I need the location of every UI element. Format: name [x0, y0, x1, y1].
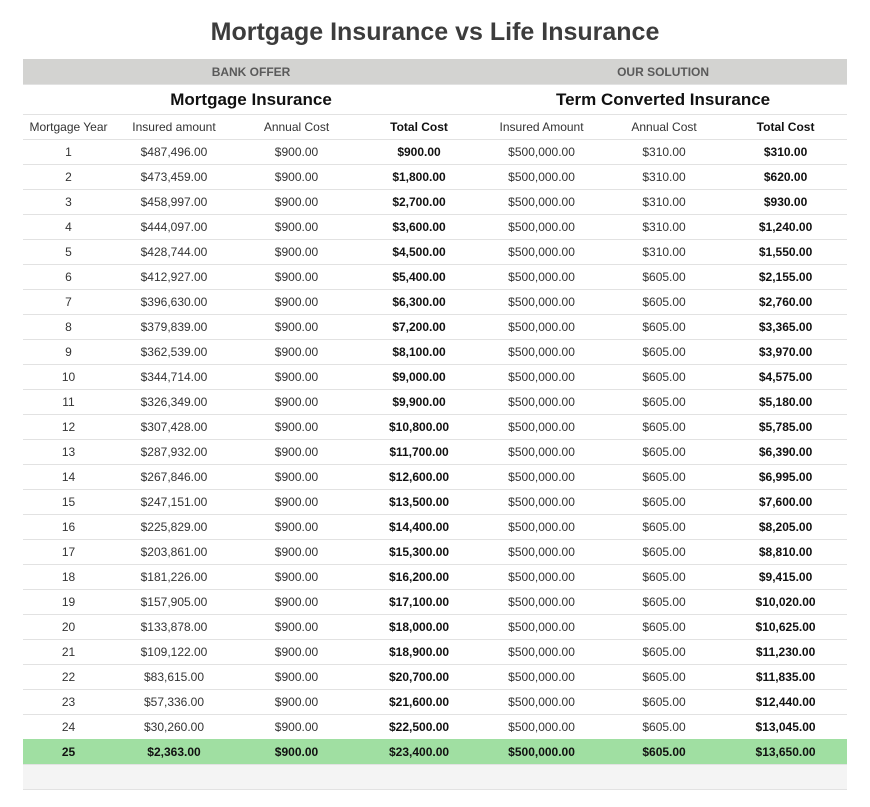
- subtitle-row: [23, 85, 847, 115]
- table-cell: $500,000.00: [479, 665, 604, 690]
- table-cell: $1,800.00: [359, 165, 479, 190]
- table-cell: $247,151.00: [114, 490, 234, 515]
- table-cell: 23: [23, 690, 114, 715]
- table-cell: $14,400.00: [359, 515, 479, 540]
- table-cell: $2,700.00: [359, 190, 479, 215]
- table-cell: $500,000.00: [479, 490, 604, 515]
- table-cell: $500,000.00: [479, 190, 604, 215]
- table-cell: $605.00: [604, 440, 724, 465]
- table-cell: $500,000.00: [479, 540, 604, 565]
- column-header: Insured amount: [114, 115, 234, 140]
- table-cell: $10,625.00: [724, 615, 847, 640]
- table-cell: $307,428.00: [114, 415, 234, 440]
- table-row: [23, 690, 847, 715]
- table-cell: $181,226.00: [114, 565, 234, 590]
- table-cell: $458,997.00: [114, 190, 234, 215]
- table-cell: $900.00: [234, 715, 359, 740]
- table-cell: $13,650.00: [724, 740, 847, 765]
- table-cell: $900.00: [234, 390, 359, 415]
- table-cell: $17,100.00: [359, 590, 479, 615]
- table-cell: $9,900.00: [359, 390, 479, 415]
- table-cell: $605.00: [604, 390, 724, 415]
- table-row: [23, 440, 847, 465]
- table-row: [23, 465, 847, 490]
- table-cell: $500,000.00: [479, 290, 604, 315]
- table-cell: $900.00: [234, 215, 359, 240]
- table-cell: $900.00: [359, 140, 479, 165]
- table-row: [23, 415, 847, 440]
- table-cell: $500,000.00: [479, 265, 604, 290]
- table-cell: $500,000.00: [479, 390, 604, 415]
- table-cell: $500,000.00: [479, 215, 604, 240]
- table-cell: 20: [23, 615, 114, 640]
- section-our-solution: OUR SOLUTION: [479, 59, 847, 85]
- comparison-table: [23, 59, 847, 790]
- table-row: [23, 315, 847, 340]
- table-cell: $605.00: [604, 615, 724, 640]
- table-cell: $12,600.00: [359, 465, 479, 490]
- table-row: [23, 615, 847, 640]
- table-cell: $2,363.00: [114, 740, 234, 765]
- table-cell: $5,400.00: [359, 265, 479, 290]
- table-cell: $605.00: [604, 315, 724, 340]
- table-cell: $310.00: [604, 165, 724, 190]
- table-cell: 2: [23, 165, 114, 190]
- table-cell: $3,600.00: [359, 215, 479, 240]
- table-cell: $900.00: [234, 690, 359, 715]
- table-cell: $605.00: [604, 465, 724, 490]
- table-cell: $344,714.00: [114, 365, 234, 390]
- empty-cell: [23, 765, 847, 790]
- table-cell: 22: [23, 665, 114, 690]
- table-row: [23, 515, 847, 540]
- table-cell: $13,500.00: [359, 490, 479, 515]
- table-row: [23, 190, 847, 215]
- table-cell: $500,000.00: [479, 690, 604, 715]
- table-row: [23, 365, 847, 390]
- table-cell: $2,760.00: [724, 290, 847, 315]
- table-cell: $500,000.00: [479, 340, 604, 365]
- column-header-row: [23, 115, 847, 140]
- subtitle-mortgage-insurance: Mortgage Insurance: [23, 85, 479, 115]
- table-cell: 11: [23, 390, 114, 415]
- table-cell: $500,000.00: [479, 715, 604, 740]
- table-cell: $900.00: [234, 440, 359, 465]
- table-cell: $287,932.00: [114, 440, 234, 465]
- table-cell: $4,575.00: [724, 365, 847, 390]
- column-header: Total Cost: [724, 115, 847, 140]
- table-cell: 3: [23, 190, 114, 215]
- table-row: [23, 140, 847, 165]
- table-cell: $500,000.00: [479, 365, 604, 390]
- table-cell: $900.00: [234, 665, 359, 690]
- column-header: Annual Cost: [604, 115, 724, 140]
- table-cell: 24: [23, 715, 114, 740]
- table-cell: $13,045.00: [724, 715, 847, 740]
- table-cell: $900.00: [234, 140, 359, 165]
- table-cell: $8,810.00: [724, 540, 847, 565]
- table-cell: $10,800.00: [359, 415, 479, 440]
- table-cell: $605.00: [604, 515, 724, 540]
- table-cell: $605.00: [604, 540, 724, 565]
- table-cell: $900.00: [234, 340, 359, 365]
- table-cell: $157,905.00: [114, 590, 234, 615]
- section-bank-offer: BANK OFFER: [23, 59, 479, 85]
- table-cell: $23,400.00: [359, 740, 479, 765]
- table-cell: $620.00: [724, 165, 847, 190]
- table-cell: $267,846.00: [114, 465, 234, 490]
- table-cell: $16,200.00: [359, 565, 479, 590]
- table-cell: $605.00: [604, 715, 724, 740]
- column-header: Annual Cost: [234, 115, 359, 140]
- table-cell: $18,900.00: [359, 640, 479, 665]
- table-cell: $9,415.00: [724, 565, 847, 590]
- table-cell: $310.00: [604, 240, 724, 265]
- table-cell: 6: [23, 265, 114, 290]
- table-cell: 19: [23, 590, 114, 615]
- table-cell: $500,000.00: [479, 565, 604, 590]
- table-row: [23, 290, 847, 315]
- table-cell: $310.00: [724, 140, 847, 165]
- table-row: [23, 240, 847, 265]
- table-cell: $8,205.00: [724, 515, 847, 540]
- table-cell: $1,550.00: [724, 240, 847, 265]
- table-cell: $12,440.00: [724, 690, 847, 715]
- empty-row: [23, 765, 847, 790]
- table-cell: $6,995.00: [724, 465, 847, 490]
- table-cell: $20,700.00: [359, 665, 479, 690]
- table-cell: 4: [23, 215, 114, 240]
- table-cell: $900.00: [234, 615, 359, 640]
- table-cell: 15: [23, 490, 114, 515]
- table-cell: $3,970.00: [724, 340, 847, 365]
- table-cell: $500,000.00: [479, 415, 604, 440]
- table-cell: $7,200.00: [359, 315, 479, 340]
- table-cell: 21: [23, 640, 114, 665]
- table-cell: $500,000.00: [479, 615, 604, 640]
- table-cell: $900.00: [234, 415, 359, 440]
- table-cell: $605.00: [604, 415, 724, 440]
- table-cell: $605.00: [604, 365, 724, 390]
- table-cell: $22,500.00: [359, 715, 479, 740]
- table-cell: $605.00: [604, 290, 724, 315]
- table-cell: $900.00: [234, 315, 359, 340]
- table-cell: $9,000.00: [359, 365, 479, 390]
- column-header: Mortgage Year: [23, 115, 114, 140]
- table-cell: $310.00: [604, 190, 724, 215]
- table-cell: $11,835.00: [724, 665, 847, 690]
- table-cell: $310.00: [604, 215, 724, 240]
- table-cell: $605.00: [604, 665, 724, 690]
- table-cell: $7,600.00: [724, 490, 847, 515]
- table-cell: $310.00: [604, 140, 724, 165]
- table-cell: $500,000.00: [479, 440, 604, 465]
- table-cell: $500,000.00: [479, 140, 604, 165]
- table-cell: $473,459.00: [114, 165, 234, 190]
- table-cell: $428,744.00: [114, 240, 234, 265]
- table-cell: 1: [23, 140, 114, 165]
- table-cell: $500,000.00: [479, 515, 604, 540]
- table-cell: $83,615.00: [114, 665, 234, 690]
- table-cell: 12: [23, 415, 114, 440]
- table-cell: 18: [23, 565, 114, 590]
- table-cell: $605.00: [604, 565, 724, 590]
- table-cell: $5,785.00: [724, 415, 847, 440]
- table-cell: $605.00: [604, 265, 724, 290]
- table-cell: $605.00: [604, 640, 724, 665]
- table-cell: $109,122.00: [114, 640, 234, 665]
- table-cell: $900.00: [234, 590, 359, 615]
- table-row: [23, 215, 847, 240]
- table-cell: $396,630.00: [114, 290, 234, 315]
- table-cell: $11,230.00: [724, 640, 847, 665]
- table-cell: 13: [23, 440, 114, 465]
- table-row: [23, 390, 847, 415]
- table-cell: $900.00: [234, 265, 359, 290]
- table-cell: $203,861.00: [114, 540, 234, 565]
- table-cell: $900.00: [234, 165, 359, 190]
- table-cell: $900.00: [234, 540, 359, 565]
- table-row: [23, 640, 847, 665]
- table-cell: $30,260.00: [114, 715, 234, 740]
- table-cell: 7: [23, 290, 114, 315]
- table-cell: $500,000.00: [479, 740, 604, 765]
- table-cell: $500,000.00: [479, 165, 604, 190]
- table-cell: $900.00: [234, 240, 359, 265]
- table-row: [23, 590, 847, 615]
- table-cell: $11,700.00: [359, 440, 479, 465]
- table-cell: $900.00: [234, 490, 359, 515]
- table-cell: 25: [23, 740, 114, 765]
- table-cell: 9: [23, 340, 114, 365]
- table-cell: 17: [23, 540, 114, 565]
- table-cell: $500,000.00: [479, 465, 604, 490]
- table-row-highlighted: [23, 740, 847, 765]
- table-cell: $1,240.00: [724, 215, 847, 240]
- table-cell: 8: [23, 315, 114, 340]
- table-row: [23, 665, 847, 690]
- table-cell: $10,020.00: [724, 590, 847, 615]
- table-cell: $21,600.00: [359, 690, 479, 715]
- table-cell: $8,100.00: [359, 340, 479, 365]
- table-row: [23, 265, 847, 290]
- table-cell: $500,000.00: [479, 240, 604, 265]
- table-cell: $605.00: [604, 490, 724, 515]
- table-cell: $18,000.00: [359, 615, 479, 640]
- table-cell: $5,180.00: [724, 390, 847, 415]
- table-cell: $900.00: [234, 290, 359, 315]
- section-header-row: [23, 59, 847, 85]
- page-title: Mortgage Insurance vs Life Insurance: [210, 18, 660, 46]
- table-cell: $225,829.00: [114, 515, 234, 540]
- table-cell: $605.00: [604, 690, 724, 715]
- table-cell: $326,349.00: [114, 390, 234, 415]
- table-cell: $4,500.00: [359, 240, 479, 265]
- table-cell: $444,097.00: [114, 215, 234, 240]
- table-cell: $900.00: [234, 640, 359, 665]
- table-cell: $900.00: [234, 565, 359, 590]
- table-cell: $500,000.00: [479, 315, 604, 340]
- table-cell: $605.00: [604, 340, 724, 365]
- table-cell: 10: [23, 365, 114, 390]
- table-cell: $500,000.00: [479, 590, 604, 615]
- column-header: Insured Amount: [479, 115, 604, 140]
- table-cell: $412,927.00: [114, 265, 234, 290]
- table-cell: $930.00: [724, 190, 847, 215]
- table-row: [23, 340, 847, 365]
- table-row: [23, 540, 847, 565]
- table-cell: $57,336.00: [114, 690, 234, 715]
- table-cell: $3,365.00: [724, 315, 847, 340]
- table-cell: 5: [23, 240, 114, 265]
- table-cell: $605.00: [604, 590, 724, 615]
- table-cell: $6,300.00: [359, 290, 479, 315]
- table-cell: $900.00: [234, 465, 359, 490]
- table-cell: $15,300.00: [359, 540, 479, 565]
- subtitle-term-converted: Term Converted Insurance: [479, 85, 847, 115]
- table-cell: 16: [23, 515, 114, 540]
- table-cell: $362,539.00: [114, 340, 234, 365]
- table-cell: $133,878.00: [114, 615, 234, 640]
- table-row: [23, 565, 847, 590]
- table-cell: $900.00: [234, 190, 359, 215]
- table-cell: 14: [23, 465, 114, 490]
- table-cell: $6,390.00: [724, 440, 847, 465]
- table-cell: $605.00: [604, 740, 724, 765]
- table-cell: $900.00: [234, 740, 359, 765]
- table-cell: $2,155.00: [724, 265, 847, 290]
- table-row: [23, 165, 847, 190]
- column-header: Total Cost: [359, 115, 479, 140]
- table-cell: $900.00: [234, 515, 359, 540]
- table-cell: $487,496.00: [114, 140, 234, 165]
- table-row: [23, 490, 847, 515]
- table-cell: $900.00: [234, 365, 359, 390]
- table-row: [23, 715, 847, 740]
- table-cell: $379,839.00: [114, 315, 234, 340]
- table-cell: $500,000.00: [479, 640, 604, 665]
